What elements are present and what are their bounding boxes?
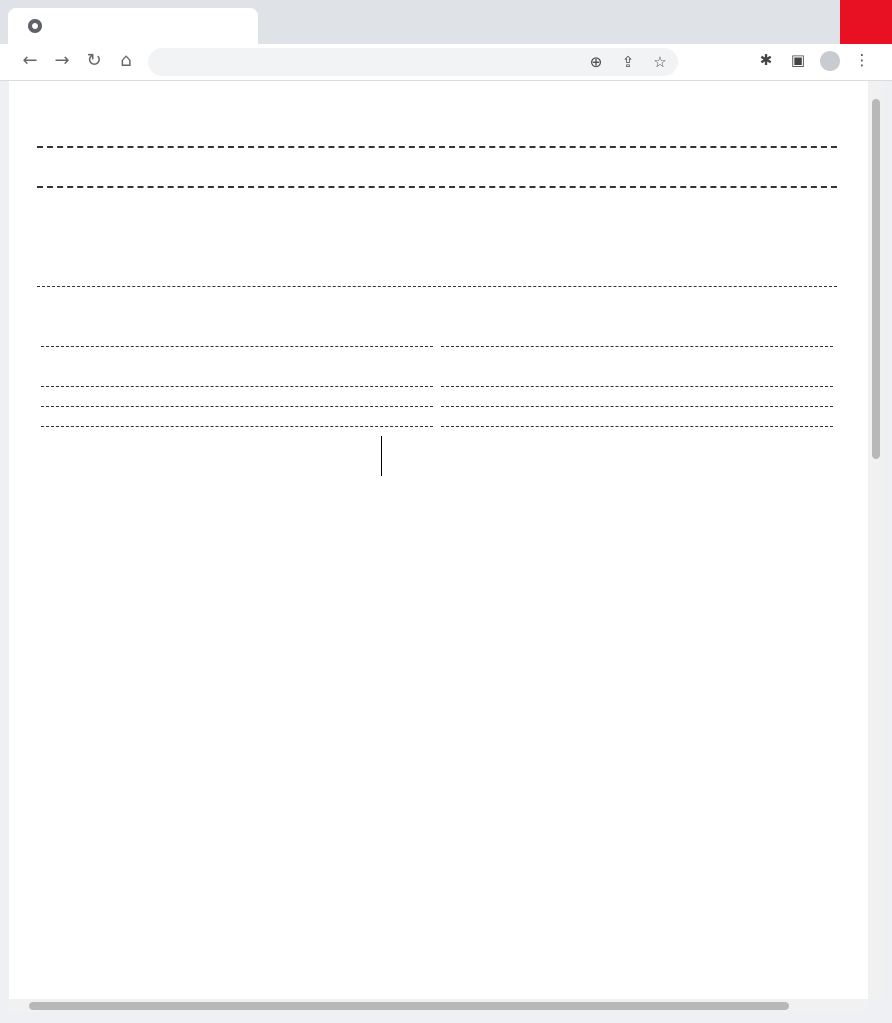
winners-line-3 [37, 237, 837, 257]
senbatsu-desc-1 [37, 436, 381, 456]
back-icon[interactable]: ← [22, 50, 38, 71]
maximize-button[interactable] [782, 0, 822, 44]
share-icon[interactable]: ⇪ [621, 53, 635, 71]
winners-line-2 [37, 217, 837, 237]
double-rule [37, 186, 837, 188]
sansho-line [37, 257, 837, 277]
close-window-button[interactable] [840, 0, 892, 44]
results-document [37, 97, 837, 476]
dashed-rule [37, 286, 837, 287]
horizontal-scrollbar[interactable] [9, 999, 869, 1013]
vertical-scroll-thumb[interactable] [872, 99, 880, 459]
zoom-icon[interactable]: ⊕ [589, 53, 603, 71]
top-section-header [37, 336, 837, 356]
globe-icon [28, 19, 42, 33]
column-header-row [37, 356, 837, 376]
address-bar[interactable] [148, 48, 678, 76]
header-line-1 [37, 97, 837, 117]
browser-tab[interactable] [8, 8, 258, 44]
home-icon[interactable]: ⌂ [120, 50, 132, 71]
profile-icon[interactable] [820, 51, 840, 71]
senbatsu-desc-2 [37, 456, 381, 476]
browser-titlebar [0, 0, 892, 44]
sidepanel-icon[interactable]: ▣ [790, 51, 806, 69]
minimize-button[interactable] [732, 0, 772, 44]
horizontal-scroll-thumb[interactable] [29, 1002, 789, 1010]
header-line-2 [37, 117, 837, 137]
menu-icon[interactable]: ⋮ [854, 51, 870, 69]
page-viewport [9, 81, 868, 999]
message-line-2 [37, 316, 837, 336]
message-line-1 [37, 296, 837, 316]
bottom-section-header [37, 376, 837, 396]
day-best-section-header [37, 396, 837, 416]
double-rule [37, 146, 837, 148]
star-icon[interactable]: ☆ [653, 53, 667, 71]
winners-line-1 [37, 197, 837, 217]
browser-toolbar [0, 44, 892, 81]
vertical-scrollbar[interactable] [869, 81, 883, 999]
reload-icon[interactable]: ↻ [86, 50, 102, 71]
senbatsu-header [37, 416, 837, 436]
champion-line [37, 157, 837, 177]
extensions-icon[interactable]: ✱ [759, 51, 773, 69]
senbatsu-body [37, 436, 837, 476]
forward-icon[interactable]: → [54, 50, 70, 71]
